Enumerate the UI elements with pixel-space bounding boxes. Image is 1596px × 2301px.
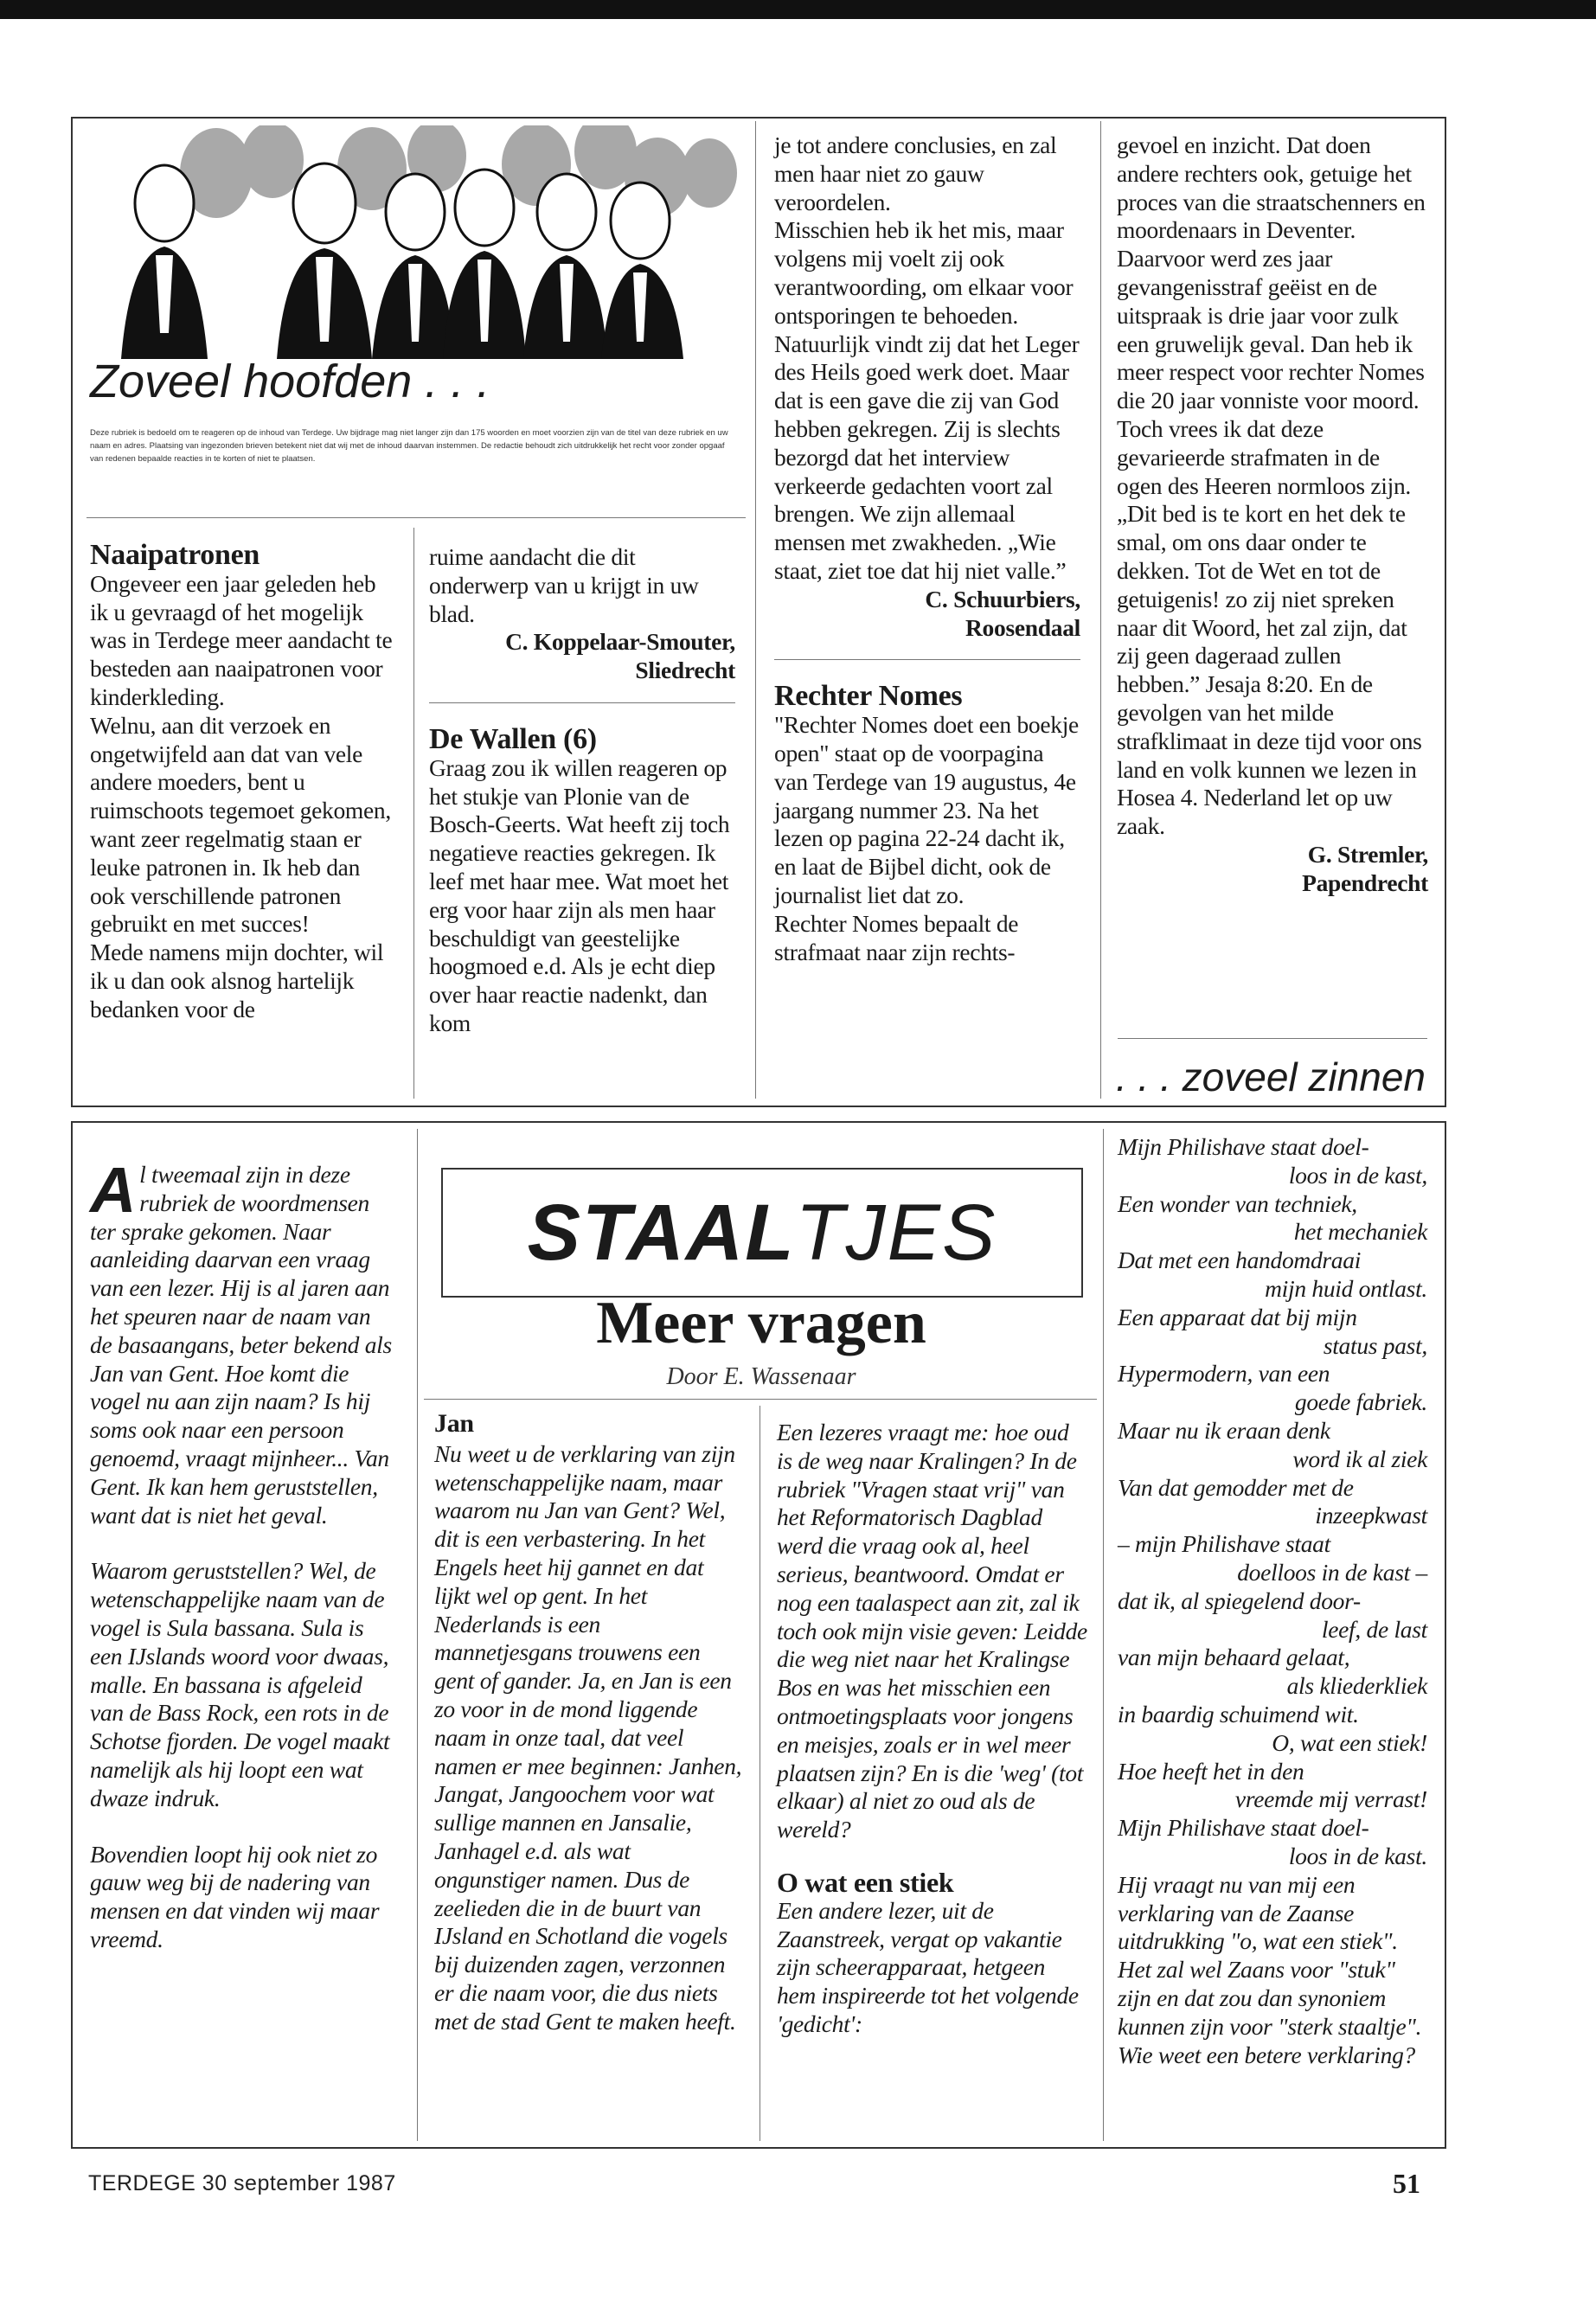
poem-line: word ik al ziek [1292, 1445, 1427, 1472]
letter-title: Naaipatronen [90, 539, 260, 571]
subsection-title: O wat een stiek [777, 1866, 954, 1898]
signature-place: Papendrecht [1302, 868, 1428, 896]
letter-paragraph: Welnu, aan dit verzoek en ongetwijfeld aan dat van vele andere moeders, bent u ruimschoots tegemoet gekomen, want zeer regelmatig staan er leuke patronen in. Ik heb dan ook verschillende patronen gebruikt en met succes! [90, 711, 391, 938]
letter-paragraph: Graag zou ik willen reageren op het stukje van Plonie van de Bosch-Geerts. Wat heeft zij toch negatieve reacties gekregen. Ik leef met haar mee. Wat moet het erg voor haar zijn als men haar beschuldigt van geestelijke hoogmoed e.d. Als je echt diep over haar reactie nadenkt, dan kom [429, 753, 730, 1036]
letter-column-3 [774, 131, 1080, 966]
closing-rule [1118, 1038, 1427, 1039]
poem-line: het mechaniek [1293, 1218, 1427, 1246]
article-title: Meer vragen [596, 1290, 926, 1356]
poem-line: inzeepkwast [1315, 1502, 1427, 1529]
column-rule [755, 121, 756, 1099]
staaltjes-column-jan [434, 1410, 744, 2036]
poem-line: Een apparaat dat bij mijn [1118, 1303, 1357, 1330]
crowd-of-heads-drawing [87, 125, 744, 359]
article-paragraph: Nu weet u de verklaring van zijn wetenschappelijke naam, maar waarom nu Jan van Gent? Wel, dit is een verbastering. In het Engels heet hij gannet en dat lijkt wel op gent. In het Nederlands is een mannetjesgans trouwens een gent of gander. Ja, en Jan is een zo voor in de mond liggende naam in onze taal, dat veel namen er mee beginnen: Janhen, Jangat, Jangoochem voor wat sullige mannen en Jansalie, Janhagel e.d. als wat ongunstiger namen. Dus de zeelieden die in de buurt van IJsland en Schotland die vogels bij duizenden zagen, verzonnen er die naam voor, die dus niets met de stad Gent te maken heeft. [434, 1439, 742, 2035]
poem-line: loos in de kast. [1288, 1842, 1427, 1869]
poem-line: Maar nu ik eraan denk [1118, 1416, 1330, 1444]
poem-line: mijn huid ontlast. [1265, 1274, 1427, 1302]
section-closing: . . . zoveel zinnen [1116, 1054, 1426, 1099]
rubric-intro: Deze rubriek is bedoeld om te reageren op de inhoud van Terdege. Uw bijdrage mag niet langer zijn dan 175 woorden en moet voorzien zijn van de titel van deze rubriek en uw naam en adres. Plaatsing van ingezonden brieven betekent niet dat wij met de inhoud daarvan instemmen. De redactie behoudt zich uitdrukkelijk het recht voor zonder opgaaf van redenen bepaalde reacties in te korten of niet te plaatsen. [90, 428, 728, 464]
poem-line: loos in de kast, [1288, 1161, 1427, 1189]
poem-line: Van dat gemodder met de [1118, 1473, 1354, 1501]
signature-name: C. Koppelaar-Smouter, [505, 628, 735, 656]
poem-line: als kliederkliek [1286, 1672, 1427, 1700]
poem-line: O, wat een stiek! [1272, 1728, 1427, 1756]
letter-paragraph: Rechter Nomes bepaalt de strafmaat naar zijn rechts- [774, 909, 1019, 965]
article-paragraph: Een andere lezer, uit de Zaanstreek, vergat op vakantie zijn scheerapparaat, hetgeen hem inspireerde tot het volgende 'gedicht': [777, 1896, 1079, 2037]
letter-naaipatronen [90, 539, 397, 1024]
poem-line: Hoe heeft het in den [1118, 1757, 1304, 1785]
poem-line: leef, de last [1321, 1615, 1427, 1643]
article-paragraph: Een lezeres vraagt me: hoe oud is de weg naar Kralingen? In de rubriek "Vragen staat vrij" van het Reformatorisch Dagblad werd die vraag ook al, heel serieus, beantwoord. Omdat er nog een taalaspect aan zit, zal ik toch ook mijn visie geven: Leidde die weg niet naar het Kralingse Bos en was het misschien een ontmoetingsplaats voor jongens en meisjes, zoals er in wel meer plaatsen zijn? En is die 'weg' (tot elkaar) al niet zo oud als de wereld? [777, 1419, 1087, 1843]
poem-line: van mijn behaard gelaat, [1118, 1644, 1350, 1671]
logo-bold: STAAL [527, 1189, 796, 1277]
subsection-title: Jan [434, 1409, 474, 1438]
section-heading: Zoveel hoofden . . . [90, 356, 490, 407]
signature-name: C. Schuurbiers, [925, 585, 1080, 612]
staaltjes-intro-column [90, 1154, 393, 1954]
letter-column-4 [1117, 131, 1428, 898]
poem-column [1118, 1133, 1427, 2069]
poem [1118, 1133, 1427, 1871]
intro-divider [87, 517, 746, 518]
poem-line: doelloos in de kast – [1237, 1558, 1427, 1586]
intro-paragraph: Waarom geruststellen? Wel, de wetenschappelijke naam van de vogel is Sula bassana. Sula is een IJslands woord voor dwaas, malle. En bassana is afgeleid van de Bass Rock, een rots in de Schotse fjorden. De vogel maakt namelijk als hij loopt een wat dwaze indruk. [90, 1557, 390, 1811]
poem-line: goede fabriek. [1294, 1388, 1427, 1416]
letter-paragraph: Mede namens mijn dochter, wil ik u dan ook alsnog hartelijk bedanken voor de [90, 939, 384, 1022]
letter-paragraph: gevoel en inzicht. Dat doen andere rechters ook, getuige het proces van die straatschenners en moordenaars in Deventer. Daarvoor werd zes jaar gevangenisstraf geëist en de uitspraak is drie jaar voor zulk een gruwelijk geval. Dan heb ik meer respect voor rechter Nomes die 20 jaar vonniste voor moord. Toch vrees ik dat deze gevarieerde strafmaten in de ogen des Heeren normloos zijn. „Dit bed is te kort en het dek te smal, om ons daar onder te dekken. Tot de Wet en tot de getuigenis! zo zij niet spreken naar dit Woord, het zal zijn, dat zij geen dageraad zullen hebben.” Jesaja 8:20. En de gevolgen van het milde strafklimaat in deze tijd voor ons land en volk kunnen we lezen in Hosea 4. Nederland let op uw zaak. [1117, 131, 1426, 840]
staaltjes-logo [441, 1168, 1083, 1298]
column-rule [417, 1129, 418, 2141]
letter-divider [774, 659, 1080, 660]
intro-paragraph: Al tweemaal zijn in deze rubriek de woordmensen ter sprake gekomen. Naar aanleiding daarvan een vraag van een lezer. Hij is al jaren aan het speuren naar de naam van de basaangans, beter bekend als Jan van Gent. Hoe komt die vogel nu aan zijn naam? Is hij soms ook naar een persoon genoemd, vraagt mijnheer... Van Gent. Ik kan hem geruststellen, want dat is niet het geval. [90, 1154, 392, 1529]
top-bar [0, 0, 1596, 19]
poem-commentary: Hij vraagt nu van mij een verklaring van de Zaanse uitdrukking "o, wat een stiek". Het zal wel Zaans voor "stuk" zijn en dat zou dan synoniem kunnen zijn voor "sterk staaltje". Wie weet een betere verklaring? [1118, 1870, 1422, 2068]
intro-paragraph: Bovendien loopt hij ook niet zo gauw weg bij de nadering van mensen en dat vinden wij maar vreemd. [90, 1840, 380, 1952]
byline-rule [424, 1399, 1097, 1400]
poem-line: in baardig schuimend wit. [1118, 1700, 1359, 1727]
signature-name: G. Stremler, [1307, 840, 1428, 868]
poem-line: Mijn Philishave staat doel- [1118, 1133, 1369, 1160]
poem-line: vreemde mij verrast! [1234, 1785, 1427, 1813]
letter-title: Rechter Nomes [774, 680, 963, 713]
letter-column-2 [429, 543, 735, 1038]
poem-line: dat ik, al spiegelend door- [1118, 1586, 1361, 1614]
article-byline: Door E. Wassenaar [666, 1363, 856, 1390]
publication-footer: TERDEGE 30 september 1987 [88, 2171, 396, 2195]
poem-line: – mijn Philishave staat [1118, 1530, 1330, 1558]
letter-divider [429, 702, 735, 703]
letter-paragraph: Misschien heb ik het mis, maar volgens mij voelt zij ook verantwoording, om elkaar voor ontsporingen te behoeden. Natuurlijk vindt zij dat het Leger des Heils goed werk doet. Maar dat is een gave die zij van God hebben gekregen. Zij is slechts bezorgd dat het interview verkeerde gedachten voort zal brengen. We zijn allemaal mensen met zwakheden. „Wie staat, ziet toe dat hij niet valle.” [774, 216, 1080, 584]
column-rule [1100, 121, 1101, 1099]
letter-paragraph: "Rechter Nomes doet een boekje open" staat op de voorpagina van Terdege van 19 augustus, 4e jaargang nummer 23. Na het lezen op pagina 22-24 dacht ik, en laat de Bijbel dicht, ook de journalist liet dat zo. [774, 711, 1079, 908]
letter-paragraph: ruime aandacht die dit onderwerp van u krijgt in uw blad. [429, 543, 699, 627]
poem-line: Hypermodern, van een [1118, 1360, 1330, 1388]
poem-line: status past, [1323, 1331, 1427, 1359]
letter-title: De Wallen (6) [429, 722, 597, 755]
signature-place: Roosendaal [965, 613, 1080, 641]
column-rule [413, 528, 414, 1099]
page-number: 51 [1393, 2168, 1420, 2199]
column-rule [1103, 1129, 1104, 2141]
staaltjes-column-stiek [777, 1419, 1088, 2039]
signature-place: Sliedrecht [635, 657, 735, 684]
logo-rest: TJES [795, 1189, 997, 1277]
poem-line: Mijn Philishave staat doel- [1118, 1814, 1369, 1842]
poem-line: Een wonder van techniek, [1118, 1189, 1357, 1217]
drop-cap: A [90, 1154, 137, 1226]
poem-line: Dat met een handomdraai [1118, 1247, 1362, 1274]
letter-paragraph: je tot andere conclusies, en zal men haar niet zo gauw veroordelen. [774, 131, 1057, 215]
letter-paragraph: Ongeveer een jaar geleden heb ik u gevraagd of het mogelijk was in Terdege meer aandacht te besteden aan naaipatronen voor kinderkleding. [90, 569, 393, 710]
